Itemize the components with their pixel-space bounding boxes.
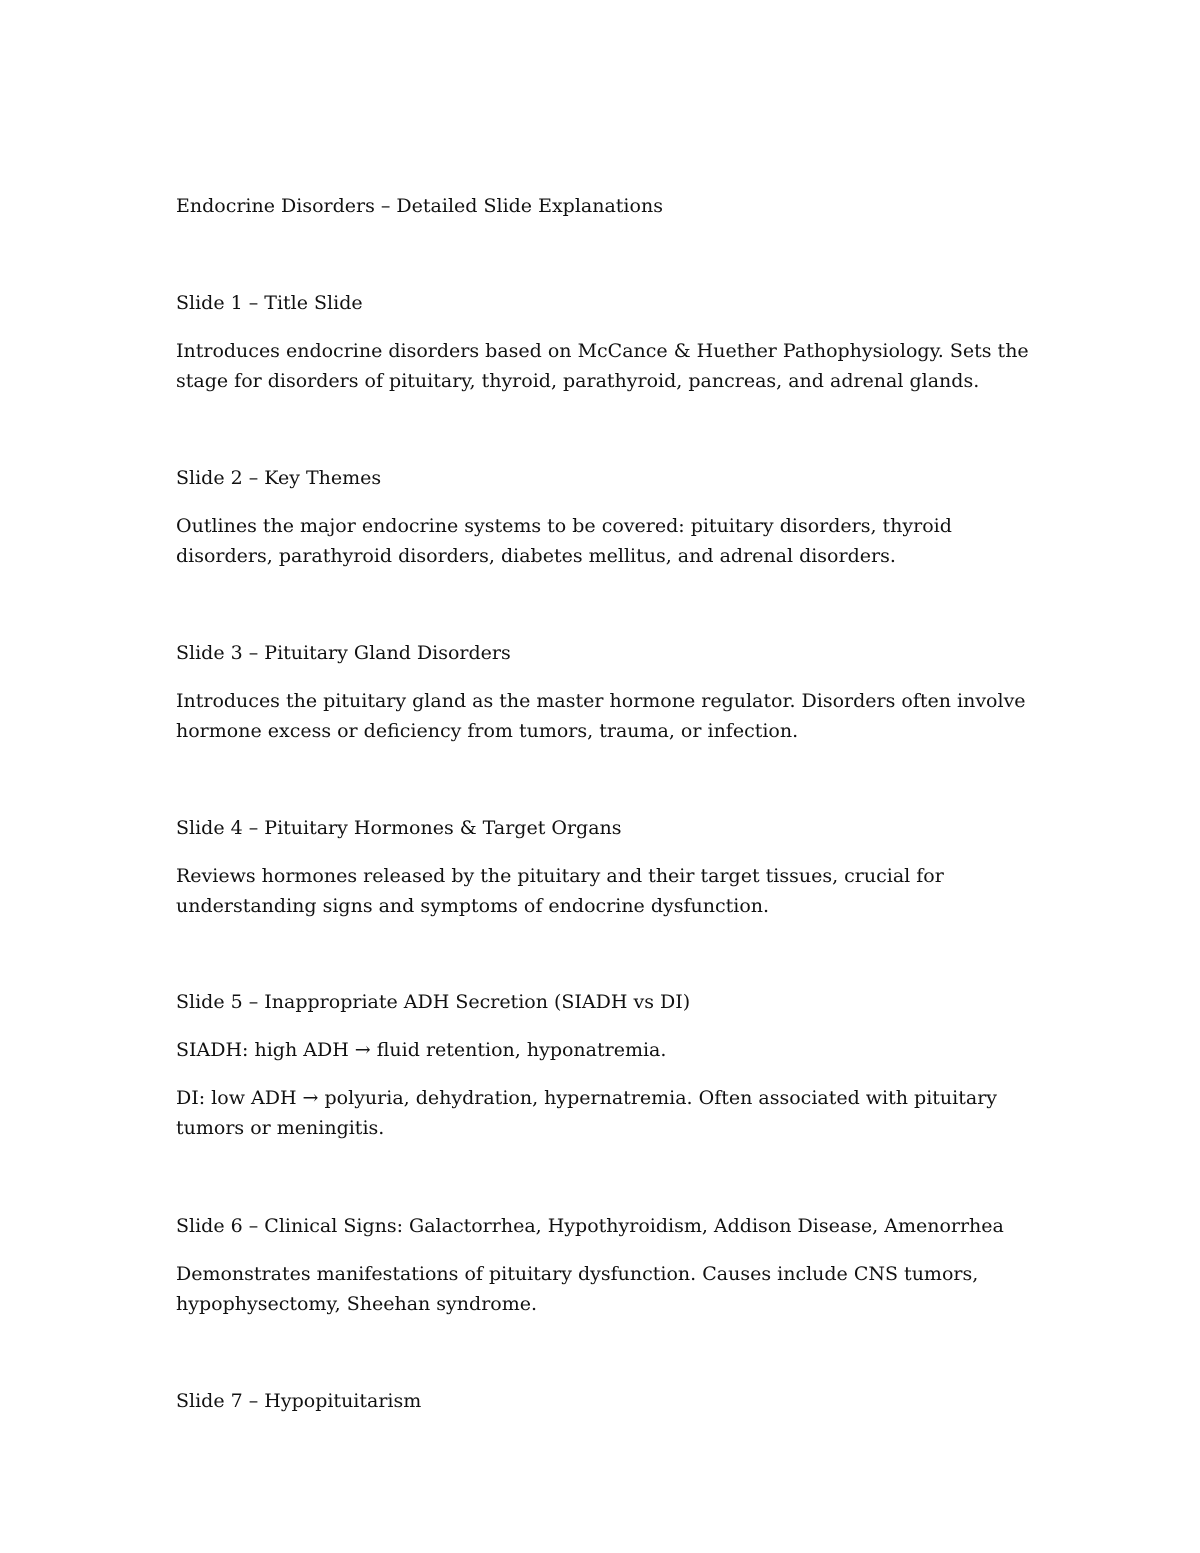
slide-paragraph: Outlines the major endocrine systems to be covered: pituitary disorders, thyroid disorders, parathyroid disorders, diabetes mellitus, and adrenal disorders. <box>176 515 952 567</box>
slide-paragraph: Demonstrates manifestations of pituitary dysfunction. Causes include CNS tumors, hypophysectomy, Sheehan syndrome. <box>176 1263 979 1315</box>
slide-section-4 <box>176 813 1036 939</box>
slide-heading: Slide 5 – Inappropriate ADH Secretion (SIADH vs DI) <box>176 991 691 1013</box>
slide-section-2 <box>176 463 1036 589</box>
slide-heading: Slide 4 – Pituitary Hormones & Target Organs <box>176 817 622 839</box>
slide-section-5 <box>176 987 1036 1161</box>
slide-paragraph: Introduces the pituitary gland as the master hormone regulator. Disorders often involve hormone excess or deficiency from tumors, trauma, or infection. <box>176 690 1026 742</box>
slide-paragraph: SIADH: high ADH → fluid retention, hyponatremia. <box>176 1039 667 1061</box>
slide-heading: Slide 3 – Pituitary Gland Disorders <box>176 642 511 664</box>
slide-section-1 <box>176 288 1036 414</box>
document-title: Endocrine Disorders – Detailed Slide Explanations <box>176 195 663 217</box>
slide-section-7 <box>176 1386 1036 1434</box>
slide-paragraph: Introduces endocrine disorders based on McCance & Huether Pathophysiology. Sets the stage for disorders of pituitary, thyroid, parathyroid, pancreas, and adrenal glands. <box>176 340 1029 392</box>
slide-heading: Slide 2 – Key Themes <box>176 467 382 489</box>
slide-section-6 <box>176 1211 1036 1337</box>
slide-heading: Slide 1 – Title Slide <box>176 292 363 314</box>
slide-heading: Slide 7 – Hypopituitarism <box>176 1390 422 1412</box>
slide-section-3 <box>176 638 1036 764</box>
slide-heading: Slide 6 – Clinical Signs: Galactorrhea, Hypothyroidism, Addison Disease, Amenorrhea <box>176 1215 1004 1237</box>
slide-paragraph: DI: low ADH → polyuria, dehydration, hypernatremia. Often associated with pituitary tumors or meningitis. <box>176 1087 998 1139</box>
slide-paragraph: Reviews hormones released by the pituitary and their target tissues, crucial for understanding signs and symptoms of endocrine dysfunction. <box>176 865 944 917</box>
